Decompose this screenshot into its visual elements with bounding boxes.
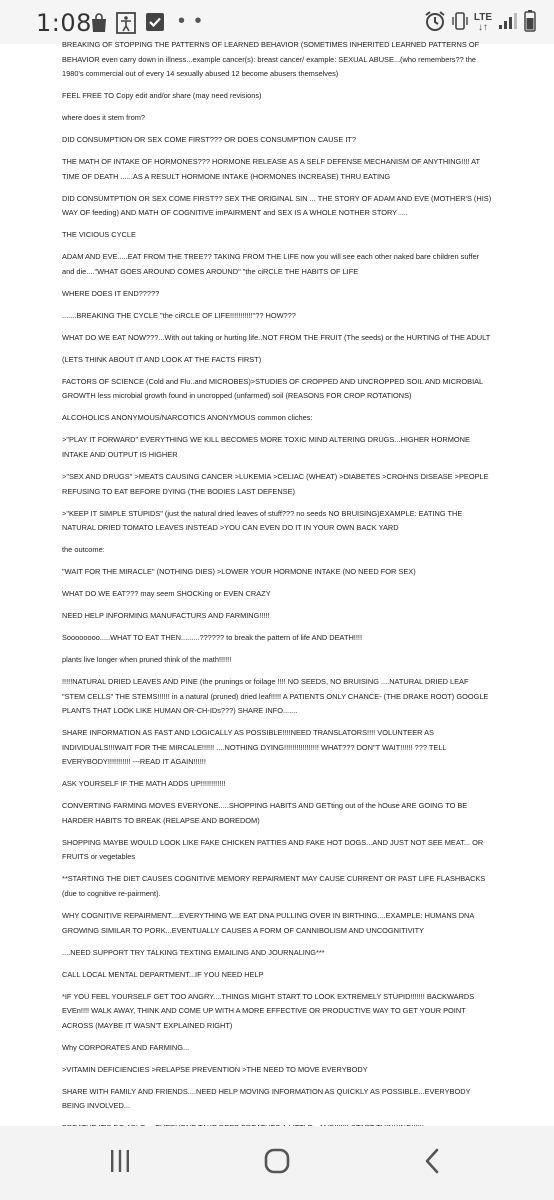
document-paragraph: NEED HELP INFORMING MANUFACTURS AND FARMING!!!!! [62, 611, 270, 621]
document-paragraph: .......BREAKING THE CYCLE "the ciRCLE OF LIFE!!!!!!!!!!!"?? HOW??? [62, 310, 296, 320]
document-paragraph: FEEL FREE TO Copy edit and/or share (may need revisions) [62, 91, 262, 101]
shopping-bag-icon [89, 12, 109, 32]
document-paragraph: the outcome: [62, 545, 105, 555]
document-paragraph: ASK YOURSELF IF THE MATH ADDS UP!!!!!!!!!!!! [62, 779, 226, 789]
document-paragraph: *IF YOU FEEL YOURSELF GET TOO ANGRY....THINGS MIGHT START TO LOOK EXTREMELY STUPID!!!!!!! BACKWARDS EVEn!!!! WALK AWAY, THINK AND COME UP WITH A MORE EFFECTIVE OR PRODUCTIVE WAY TO GET YOUR POINT ACROSS (MAYBE IT WASN'T EXPLAINED RIGHT) [62, 991, 475, 1030]
document-paragraph: THE VICIOUS CYCLE [62, 230, 136, 240]
clock: 1:08 [36, 9, 92, 37]
back-icon [422, 1147, 442, 1180]
document-paragraph: SHARE WITH FAMILY AND FRIENDS....NEED HELP MOVING INFORMATION AS QUICKLY AS POSSIBLE...EVERYBODY BEING INVOLVED... [62, 1086, 471, 1111]
network-type-label: LTE [473, 12, 492, 23]
document-paragraph: DID CONSUMPTION OR SEX COME FIRST??? OR DOES CONSUMPTION CAUSE IT? [62, 135, 357, 145]
document-paragraph: >"KEEP IT SIMPLE STUPIDS" (just the natural dried leaves of stuff??? no seeds NO BRUISING)EXAMPLE: EATING THE NATURAL DRIED TOMATO LEAVES INSTEAD >YOU CAN EVEN DO IT IN YOUR OWN BACK YARD [62, 508, 463, 533]
home-icon [263, 1147, 291, 1180]
document-paragraph: (LETS THINK ABOUT IT AND LOOK AT THE FACTS FIRST) [62, 354, 262, 364]
document-paragraph: >"SEX AND DRUGS" >MEATS CAUSING CANCER >LUKEMIA >CELIAC (WHEAT) >DIABETES >CROHNS DISEASE >PEOPLE REFUSING TO EAT BEFORE DYING (THE BODIES LAST DEFENSE) [62, 471, 489, 496]
document-paragraph: >VITAMIN DEFICIENCIES >RELAPSE PREVENTION >THE NEED TO MOVE EVERYBODY [62, 1064, 368, 1074]
document-paragraph: WHERE DOES IT END????? [62, 288, 160, 298]
network-activity-arrows: ↓↑ [477, 22, 488, 33]
document-paragraph: FACTORS OF SCIENCE (Cold and Flu..and MICROBES)>STUDIES OF CROPPED AND UNCROPPED SOIL AND MICROBIAL GROWTH less microbial growth found in uncropped (unfarmed) soil (REASONS FOR CROP ROTATIONS) [62, 376, 483, 401]
document-paragraph: ALCOHOLICS ANONYMOUS/NARCOTICS ANONYMOUS common cliches: [62, 413, 313, 423]
document-paragraph: **STARTING THE DIET CAUSES COGNITIVE MEMORY REPAIRMENT MAY CAUSE CURRENT OR PAST LIFE FLASHBACKS (due to cognitive re-pairment). [62, 874, 486, 899]
alarm-icon [424, 10, 446, 37]
vibrate-icon [452, 11, 468, 36]
signal-icon [498, 12, 518, 35]
document-paragraph: SHOPPING MAYBE WOULD LOOK LIKE FAKE CHICKEN PATTIES AND FAKE HOT DOGS...AND JUST NOT SEE MEAT... OR FRUITS or vegetables [62, 837, 484, 862]
document-paragraph: "WAIT FOR THE MIRACLE" (NOTHING DIES) >LOWER YOUR HORMONE INTAKE (NO NEED FOR SEX) [62, 567, 416, 577]
home-button[interactable] [237, 1126, 317, 1200]
document-paragraph: BREAKING OF STOPPING THE PATTERNS OF LEARNED BEHAVIOR (SOMETIMES INHERITED LEARNED PATTERNS OF BEHAVIOR even carry down in illness...example cancer(s): breast cancer/ example: SEXUAL ABUSE...(who remembers?? the 1980's commercial out of every 14 sexually abused 12 become abusers themselves) [62, 40, 480, 79]
document-page [62, 38, 492, 1165]
document-paragraph: plants live longer when pruned think of the math!!!!!! [62, 655, 232, 664]
back-button[interactable] [392, 1126, 472, 1200]
navigation-bar [0, 1126, 554, 1200]
document-paragraph: Why CORPORATES AND FARMING... [62, 1042, 190, 1052]
network-indicator [474, 13, 492, 33]
recent-apps-icon [108, 1148, 132, 1179]
battery-icon [524, 10, 536, 37]
document-viewer[interactable] [0, 40, 554, 1126]
recent-apps-button[interactable] [80, 1126, 160, 1200]
document-paragraph: ....NEED SUPPORT TRY TALKING TEXTING EMAILING AND JOURNALING*** [62, 947, 325, 957]
accessibility-icon [116, 12, 136, 32]
more-notifications-dots: • • [178, 10, 204, 32]
document-paragraph: WHAT DO WE EAT??? may seem SHOCKing or EVEN CRAZY [62, 589, 271, 599]
checkbox-icon [145, 12, 165, 32]
document-paragraph: where does it stem from? [62, 113, 145, 123]
document-paragraph: !!!!!NATURAL DRIED LEAVES AND PINE (the prunings or foilage !!!! NO SEEDS, NO BRUISING ....NATURAL DRIED LEAF "STEM CELLS" THE STEMS!!!!!! in a natural (pruned) dried leaf!!!!! A PATIENTS ONLY CHANCE- (THE DRAKE ROOT) GOOGLE PLANTS THAT LOOK LIKE HUMAN OR-CH-IDs???) SHARE INFO....... [62, 676, 489, 716]
document-paragraph: CALL LOCAL MENTAL DEPARTMENT...IF YOU NEED HELP [62, 969, 264, 979]
document-paragraph: Soooooooo.....WHAT TO EAT THEN.........?????? to break the pattern of life AND DEATH!!!! [62, 633, 363, 643]
document-paragraph: ADAM AND EVE.....EAT FROM THE TREE?? TAKING FROM THE LIFE now you will see each other naked bare children suffer and die...."WHAT GOES AROUND COMES AROUND" "the ciRCLE THE HABITS OF LIFE [62, 252, 480, 276]
document-paragraph: WHAT DO WE EAT NOW???...With out taking or hurting life..NOT FROM THE FRUIT (The seeds) or the HURTING of THE ADULT [62, 332, 491, 342]
document-paragraph: DID CONSUMTPTION OR SEX COME FIRST?? SEX THE ORIGINAL SIN ... THE STORY OF ADAM AND EVE (MOTHER'S (HIS) WAY OF feeding) AND MATH OF COGNITIVE imPAIRMENT and SEX IS A WHOLE NOTHER STORY .... [62, 193, 492, 218]
document-paragraph: CONVERTING FARMING MOVES EVERYONE.....SHOPPING HABITS AND GETting out of the hOuse ARE GOING TO BE HARDER HABITS TO BREAK (RELAPSE AND BOREDOM) [62, 801, 468, 825]
document-paragraph: SHARE INFORMATION AS FAST AND LOGICALLY AS POSSIBLE!!!!NEED TRANSLATORS!!!! VOLUNTEER AS INDIVIDUALS!!!WAIT FOR THE MIRCALE!!!!!! ....NOTHING DYING!!!!!!!!!!!!!!!!! WHAT??? DON"T WAIT!!!!!! ??? TELL EVERYBODY!!!!!!!!!!! ---READ IT AGAIN!!!!!! [62, 728, 447, 767]
document-paragraph: WHY COGNITIVE REPAIRMENT....EVERYTHING WE EAT DNA PULLING OVER IN BIRTHING....EXAMPLE: HUMANS DNA GROWING SIMILAR TO PORK...EVENTUALLY CAUSES A FORM OF CANNIBOLISM AND UNCOGNITIVITY [62, 911, 474, 935]
document-paragraph: THE MATH OF INTAKE OF HORMONES??? HORMONE RELEASE AS A SELF DEFENSE MECHANISM OF ANYTHING!!!! AT TIME OF DEATH ......AS A RESULT HORMONE INTAKE (HORMONES INCREASE) THRU EATING [62, 157, 480, 181]
document-paragraph: >"PLAY IT FORWARD" EVERYTHING WE KILL BECOMES MORE TOXIC MIND ALTERING DRUGS...HIGHER HORMONE INTAKE AND OUTPUT IS HIGHER [62, 435, 470, 459]
